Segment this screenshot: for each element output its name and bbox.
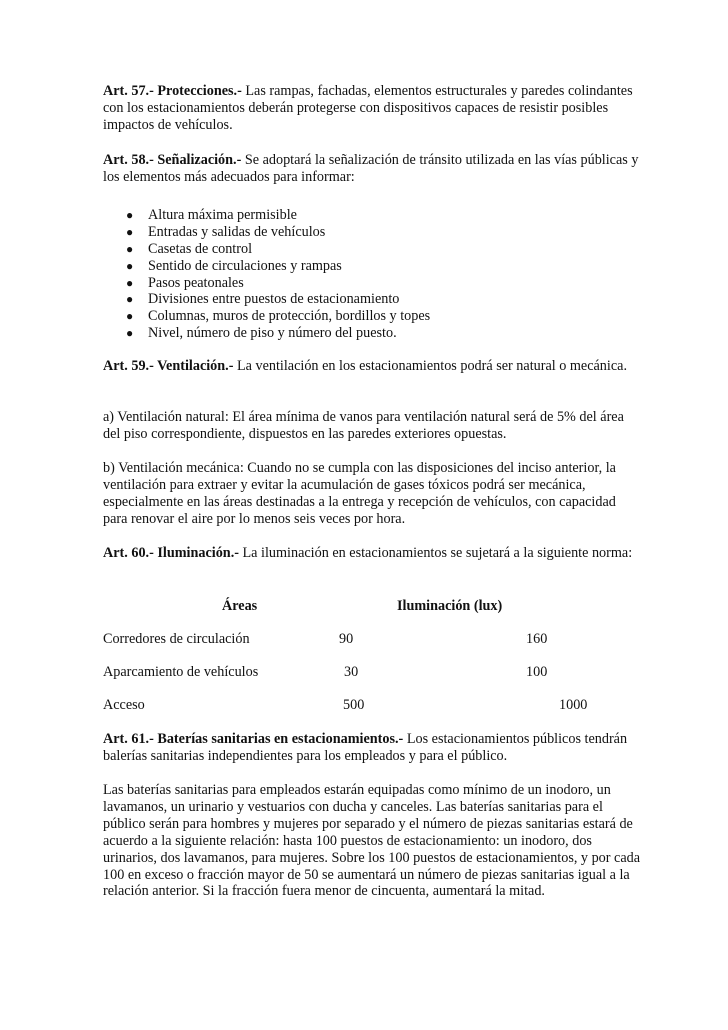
art60-title: Art. 60.- Iluminación.- (103, 545, 239, 561)
list-item (103, 207, 643, 224)
bullet-icon: ● (126, 224, 134, 239)
list-item-text: Columnas, muros de protección, bordillos y topes (148, 308, 431, 325)
table-row (103, 697, 643, 714)
signage-list (103, 207, 643, 342)
table-row (103, 631, 643, 648)
bullet-icon: ● (126, 241, 134, 256)
column-header-lux: Iluminación (lux) (397, 598, 503, 614)
list-item-text: Nivel, número de piso y número del puesto. (148, 325, 397, 342)
art59-paragraph (103, 358, 643, 375)
art59-title: Art. 59.- Ventilación.- (103, 358, 234, 374)
art57-title: Art. 57.- Protecciones.- (103, 83, 242, 99)
list-item-text: Altura máxima permisible (148, 207, 297, 223)
table-cell-value: 500 (343, 697, 365, 713)
list-item (103, 308, 643, 325)
table-cell-area: Corredores de circulación (103, 631, 250, 647)
list-item (103, 291, 643, 308)
art61-text: Los estacionamientos públicos tendrán balerías sanitarias independientes para los empleados y para el público. (103, 731, 628, 764)
art57-text: Las rampas, fachadas, elementos estructurales y paredes colindantes con los estacionamientos deberán protegerse con dispositivos capaces de resistir posibles impactos de vehículos. (103, 83, 633, 133)
art61-paragraph-2: Las baterías sanitarias para empleados estarán equipadas como mínimo de un inodoro, un lavamanos, un urinario y vestuarios con ducha y canceles. Las baterías sanitarias para el público serán para hombres y mujeres por separado y el número de piezas sanitarias estará de acuerdo a la siguiente relación: hasta 100 puestos de estacionamiento: un inodoro, dos urinarios, dos lavamanos, para mujeres. Sobre los 100 puestos de estacionamientos, y por cada 100 en exceso o fracción mayor de 50 se aumentará un número de piezas sanitarias igual a la relación anterior. Si la fracción fuera menor de cincuenta, aumentará la mitad. (103, 782, 641, 900)
table-row (103, 664, 643, 681)
art58-text: Se adoptará la señalización de tránsito utilizada en las vías públicas y los elementos más adecuados para informar: (103, 152, 639, 185)
bullet-icon: ● (126, 292, 134, 307)
bullet-icon: ● (126, 208, 134, 222)
art58-paragraph (103, 152, 643, 186)
list-item-text: Casetas de control (148, 240, 253, 257)
art58-title: Art. 58.- Señalización.- (103, 152, 242, 168)
table-cell-area: Acceso (103, 697, 145, 713)
art59-clause-a: a) Ventilación natural: El área mínima de vanos para ventilación natural será de 5% del área del piso correspondiente, dispuestos en las paredes exteriores opuestas. (103, 409, 624, 442)
art57-paragraph (103, 83, 643, 134)
table-cell-area: Aparcamiento de vehículos (103, 664, 259, 680)
lighting-table-header (103, 598, 643, 615)
list-item-text: Sentido de circulaciones y rampas (148, 257, 342, 274)
table-cell-value: 30 (344, 664, 359, 680)
art59-text: La ventilación en los estacionamientos podrá ser natural o mecánica. (233, 358, 627, 374)
table-cell-value: 90 (339, 631, 354, 647)
list-item (103, 224, 643, 241)
art60-paragraph (103, 545, 643, 562)
table-cell-value: 1000 (559, 697, 588, 713)
list-item (103, 275, 643, 292)
list-item-text: Pasos peatonales (148, 274, 244, 291)
list-item-text: Entradas y salidas de vehículos (148, 223, 326, 240)
bullet-icon: ● (126, 326, 134, 341)
art61-paragraph (103, 731, 643, 765)
table-cell-value: 100 (526, 664, 548, 680)
art60-text: La iluminación en estacionamientos se sujetará a la siguiente norma: (238, 545, 633, 561)
list-item (103, 325, 643, 342)
list-item (103, 241, 643, 258)
column-header-areas: Áreas (222, 598, 258, 614)
art61-title: Art. 61.- Baterías sanitarias en estacionamientos.- (103, 731, 404, 747)
table-cell-value: 160 (526, 631, 548, 647)
bullet-icon: ● (126, 309, 134, 324)
bullet-icon: ● (126, 258, 134, 273)
list-item (103, 258, 643, 275)
bullet-icon: ● (126, 275, 134, 290)
list-item-text: Divisiones entre puestos de estacionamiento (148, 291, 400, 308)
art59-clause-b: b) Ventilación mecánica: Cuando no se cumpla con las disposiciones del inciso anterior, la ventilación para extraer y evitar la acumulación de gases tóxicos podrá ser mecánica, especialmente en las áreas destinadas a la entrega y recepción de vehículos, con capacidad para renovar el aire por lo menos seis veces por hora. (103, 460, 616, 527)
